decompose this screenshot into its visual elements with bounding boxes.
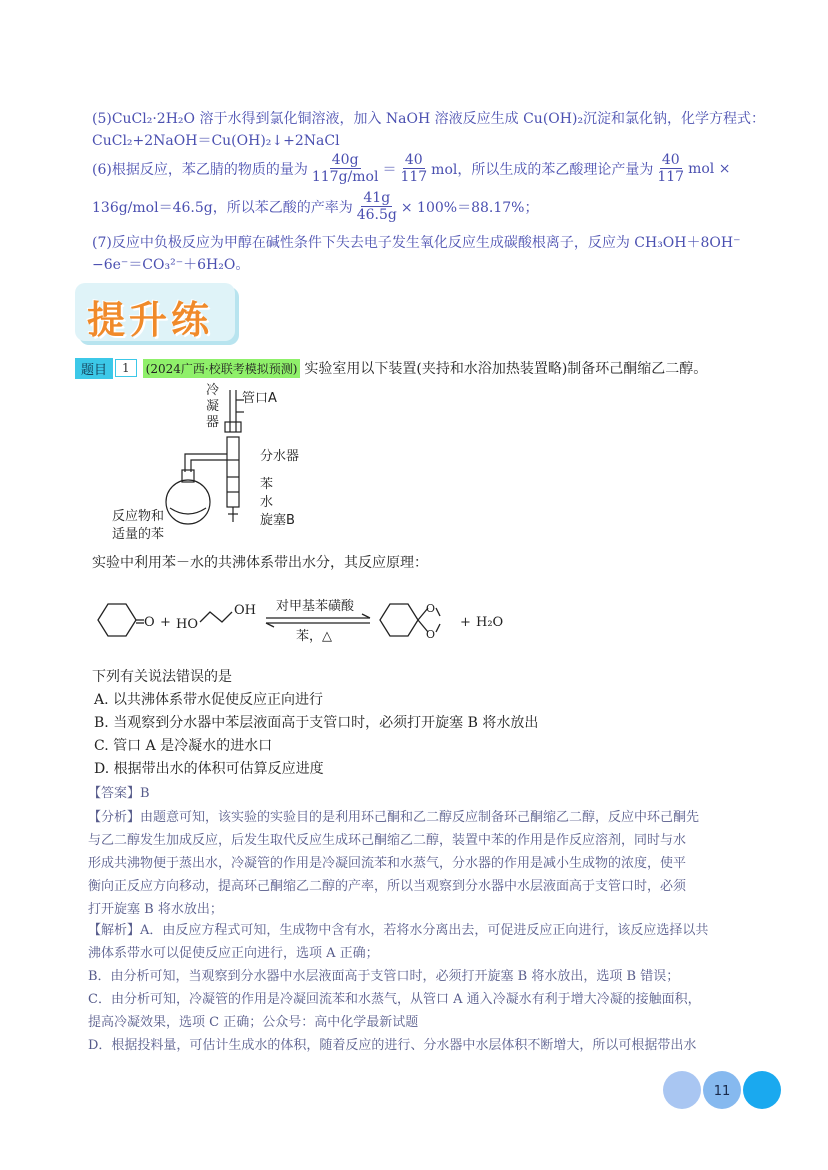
label-flask-2: 适量的苯 [112,527,165,542]
explain-line-2: 沸体系带水可以促使反应正向进行，选项 A 正确； [88,946,379,961]
label-pipe-a: 管口A [242,391,277,406]
banner-title: 提升练 [87,298,214,342]
explain-line-3: B．由分析可知，当观察到分水器中水层液面高于支管口时，必须打开旋塞 B 将水放出，选项 B 错误； [88,969,680,984]
sol6-text-a: (6)根据反应，苯乙腈的物质的量为 [92,161,308,178]
sol6-text-c: mol × [688,160,731,177]
label-valve-b: 旋塞B [260,513,295,528]
solution-6-line1 [92,152,730,185]
apparatus-diagram [110,382,330,542]
analysis-line-1: 【分析】由题意可知，该实验的实验目的是利用环己酮和乙二醇反应制备环己酮缩乙二醇，反应中环己酮先 [88,810,700,825]
acetal-o2: O [426,628,436,641]
question-prompt: 下列有关说法错误的是 [92,669,232,685]
label-separator: 分水器 [260,449,300,464]
diol-left: HO [176,617,198,632]
plus-1: + [160,615,171,630]
tag-label: 题目 [75,358,113,379]
question-source: (2024广西·校联考模拟预测) [143,359,301,378]
water-product: H₂O [476,615,504,630]
sol6-text-b: mol，所以生成的苯乙酸理论产量为 [431,161,654,178]
analysis-line-4: 衡向正反应方向移动，提高环己酮缩乙二醇的产率，所以当观察到分水器中水层液面高于支管口时，必须 [88,879,687,894]
acetal-o1: O [426,602,436,615]
plus-2: + [460,615,471,630]
explain-line-5: 提高冷凝效果，选项 C 正确；公众号：高中化学最新试题 [88,1015,419,1030]
label-condenser-2: 凝 [206,399,220,414]
label-condenser-1: 冷 [206,383,220,398]
option-d: D. 根据带出水的体积可估算反应进度 [94,761,324,777]
solution-5-line1: (5)CuCl₂·2H₂O 溶于水得到氯化铜溶液，加入 NaOH 溶液反应生成 Cu(OH)₂沉淀和氯化钠，化学方程式： [92,111,766,127]
solution-7-line1: (7)反应中负极反应为甲醇在碱性条件下失去电子发生氧化反应生成碳酸根离子，反应为 CH₃OH＋8OH⁻ [92,235,741,251]
solvent-label: 苯，△ [296,629,332,644]
option-c: C. 管口 A 是冷凝水的进水口 [94,738,273,754]
page-number: 11 [713,1084,731,1099]
label-water: 水 [260,495,274,510]
analysis-line-5: 打开旋塞 B 将水放出； [88,902,223,917]
label-condenser-3: 器 [206,415,220,430]
question-stem: 实验室用以下装置(夹持和水浴加热装置略)制备环己酮缩乙二醇。 [304,361,708,377]
diol-right: OH [234,603,256,618]
equals-sign: ＝ [382,161,397,178]
answer: 【答案】B [88,786,150,801]
explain-line-1: 【解析】A．由反应方程式可知，生成物中含有水，若将水分离出去，可促进反应正向进行，该反应选择以共 [88,923,709,938]
solution-6-line2 [92,190,538,223]
sol6-line2-text-b: × 100%＝88.17%； [400,199,539,216]
catalyst-label: 对甲基苯磺酸 [276,599,355,614]
explain-line-4: C．由分析可知，冷凝管的作用是冷凝回流苯和水蒸气，从管口 A 通入冷凝水有利于增大冷凝的接触面积， [88,992,701,1007]
principle-intro: 实验中利用苯－水的共沸体系带出水分，其反应原理： [92,555,428,571]
reaction-equation [90,592,520,648]
analysis-line-2: 与乙二醇发生加成反应，后发生取代反应生成环己酮缩乙二醇，装置中苯的作用是作反应溶剂，同时与水 [88,833,687,848]
solution-5-line2: CuCl₂+2NaOH＝Cu(OH)₂↓+2NaCl [92,133,340,149]
fraction-3: $\frac{40}{117}$ [657,152,685,185]
section-banner [75,283,235,341]
option-b: B. 当观察到分水器中苯层液面高于支管口时，必须打开旋塞 B 将水放出 [94,715,539,731]
analysis-line-3: 形成共沸物便于蒸出水，冷凝管的作用是冷凝回流苯和水蒸气，分水器的作用是减小生成物的浓度，使平 [88,856,687,871]
page-number-badge [662,1071,782,1109]
label-benzene: 苯 [260,477,274,492]
solution-7-line2: −6e⁻＝CO₃²⁻＋6H₂O。 [92,257,250,273]
question-tag [75,358,707,378]
explain-line-6: D．根据投料量，可估计生成水的体积，随着反应的进行、分水器中水层体积不断增大，所以可根据带出水 [88,1038,697,1053]
tag-number: 1 [115,359,137,377]
fraction-1: $\frac{40g}{\text{117g/mol}}$ [311,152,379,185]
fraction-2: $\frac{40}{117}$ [400,152,428,185]
label-flask-1: 反应物和 [112,509,165,524]
option-a: A. 以共沸体系带水促使反应正向进行 [94,692,324,708]
sol6-line2-text-a: 136g/mol＝46.5g，所以苯乙酸的产率为 [92,199,353,216]
fraction-4: $\frac{41g}{46.5g}$ [356,190,397,223]
ketone-oxygen: O [144,615,155,630]
